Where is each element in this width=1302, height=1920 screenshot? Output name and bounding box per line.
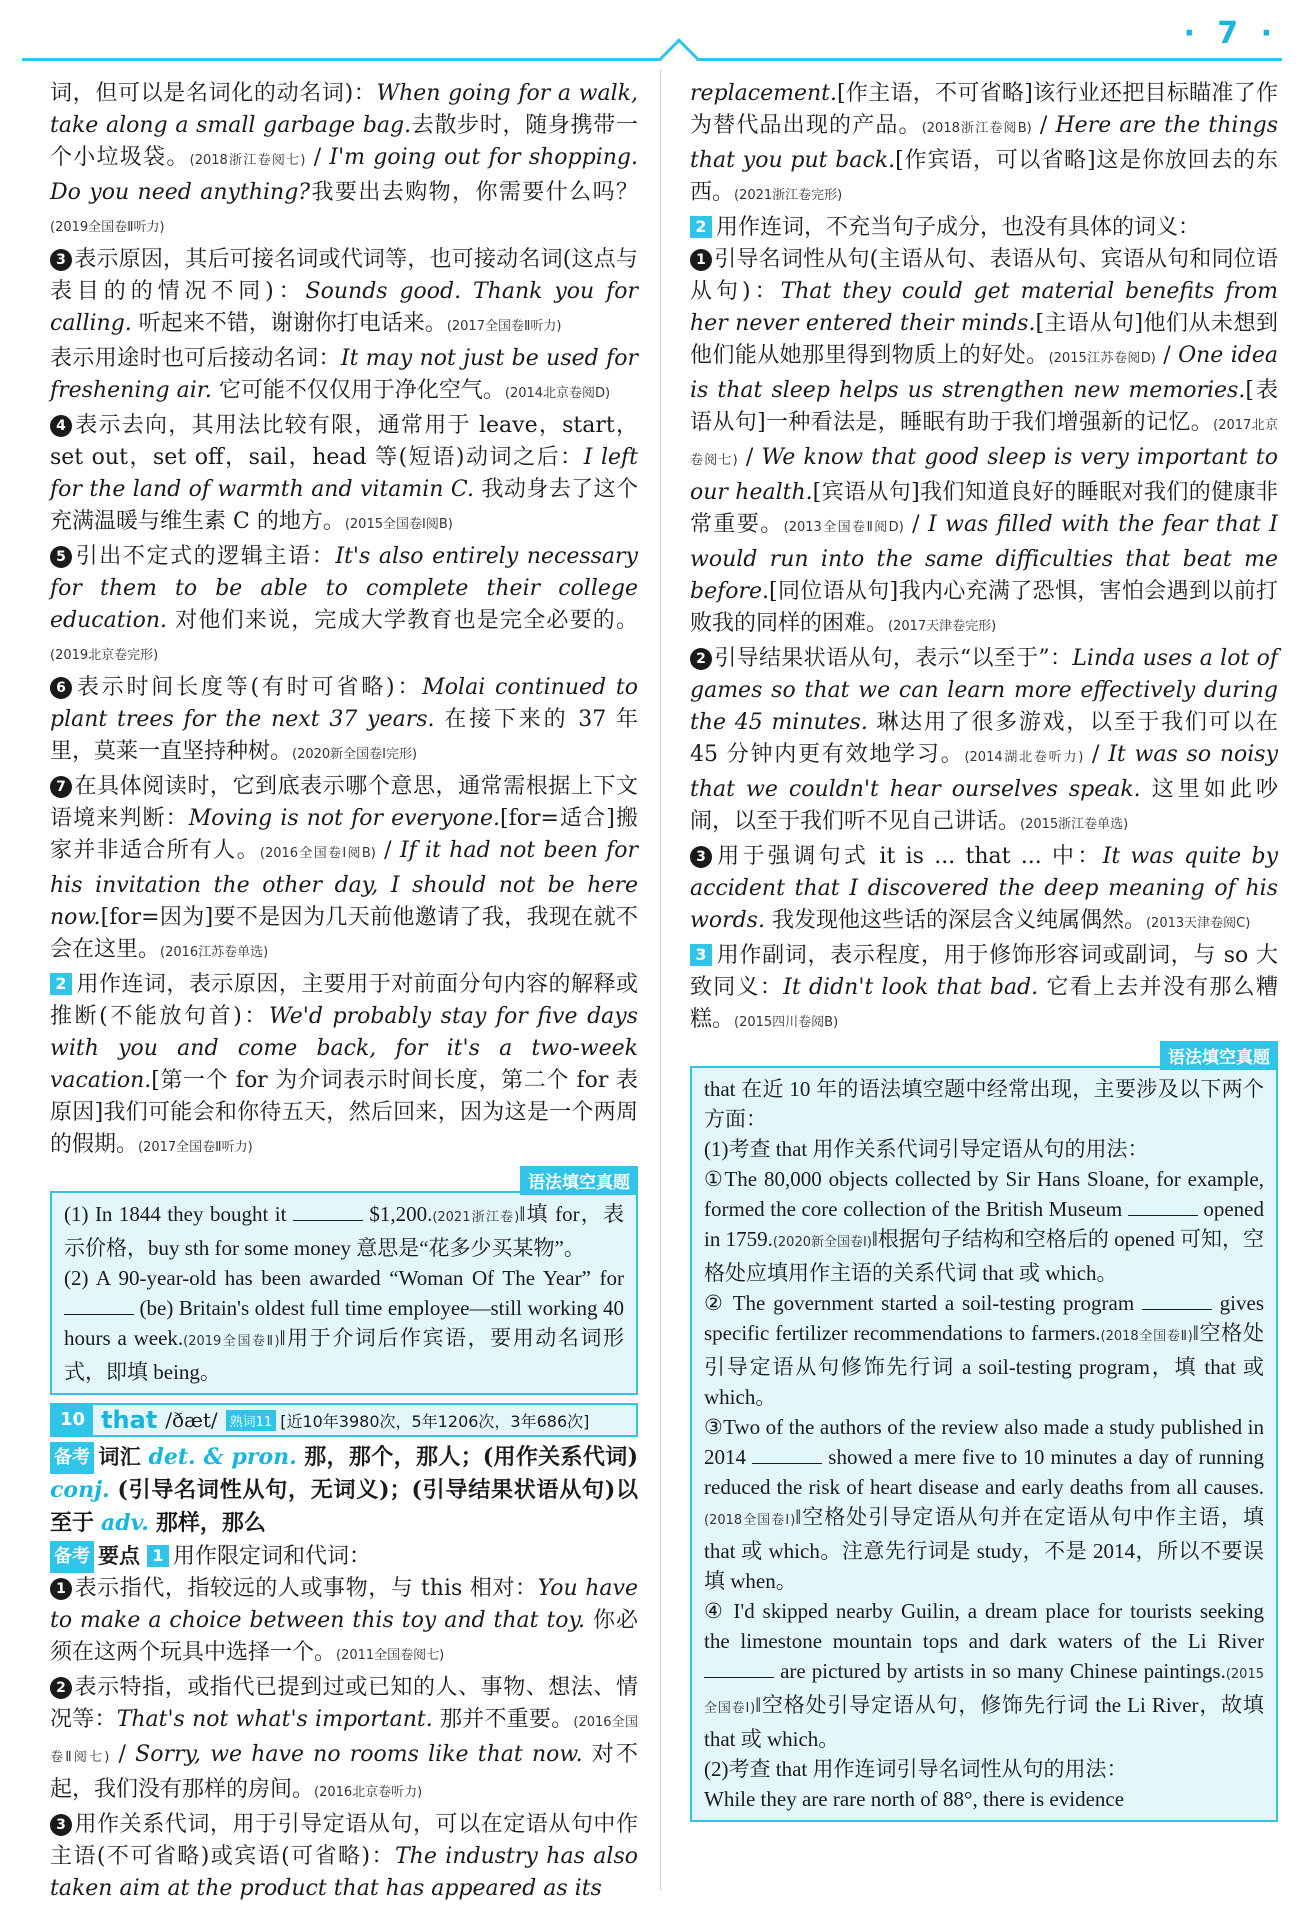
- tag-label: 语法填空真题: [520, 1166, 638, 1195]
- text: (1)考查 that 用作关系代词引导定语从句的用法：: [704, 1137, 1149, 1161]
- example-cn: 要不是因为几天前他邀请了我，我现在就不会在这里。: [50, 905, 638, 962]
- part-of-speech: adv.: [101, 1510, 149, 1536]
- label-text: 词汇: [98, 1445, 142, 1469]
- item-4: [50, 410, 638, 541]
- source: (2014湖北卷听力): [964, 750, 1084, 765]
- box-heading-1: [704, 1134, 1264, 1164]
- question: gives specific fertilizer recommendations to farmers.: [704, 1291, 1264, 1345]
- example-cn: 我们知道良好的睡眠对我们的健康非常重要。: [690, 480, 1278, 537]
- source: (2021浙江卷): [432, 1210, 520, 1225]
- header-rule: [22, 58, 1282, 61]
- conj-item-2: 2 引导结果状语从句，表示“以至于”：Linda uses a lot of games so that we can learn more effectively during the 45 minutes. 琳达用了很多游戏，以至于我们可以在 45 分钟内更有效地学习。(2014湖北卷听力) / It was so noisy that we couldn't hear ourselves speak. 这里如此吵闹，以至于我们听不见自己讲话。(2015浙江卷单选): [690, 646, 1278, 834]
- example-en: It was so noisy that we couldn't hear ourselves speak.: [690, 742, 1278, 802]
- source: (2015浙江卷单选): [1020, 817, 1129, 832]
- source: (2016北京卷听力): [314, 1785, 423, 1800]
- conj-item-1: 1 引导名词性从句(主语从句、表语从句、宾语从句和同位语从句)：That they could get material benefits from her never entered their minds.[主语从句]他们从未想到他们能从她那里得到物质上的好处。(2015江苏卷阅D) / One idea is that sleep helps us strengthen new memories.[表语从句]一种看法是，睡眠有助于我们增强新的记忆。(2017北京卷阅七) / We know that good sleep is very important to our health.[宾语从句]我们知道良好的睡眠对我们的健康非常重要。(2013全国卷Ⅱ阅D) / I was filled with the fear that I would run into the same difficulties that beat me before.[同位语从句]我内心充满了恐惧，害怕会遇到以前打败我的同样的困难。(2017天津卷完形): [690, 247, 1278, 636]
- left-column: [50, 78, 638, 1905]
- right-column: [690, 78, 1278, 1822]
- item-number: 6: [50, 677, 72, 699]
- source: (2020新全国卷Ⅰ完形): [292, 747, 418, 762]
- label-badge: 备考: [50, 1442, 94, 1474]
- question: (1) In 1844 they bought it: [64, 1202, 287, 1226]
- example-en: If it had not been for his invitation the other day, I should not be here now.: [50, 838, 638, 930]
- text: 用作关系代词，用于引导定语从句，可以在定语从句中作主语(不可省略)或宾语(可省略)：: [50, 1812, 638, 1869]
- example-cn: 我要出去购物，你需要什么吗？: [310, 180, 638, 205]
- example-cn: 对他们来说，完成大学教育也是完全必要的。: [175, 608, 638, 633]
- source: (2017天津卷完形): [888, 619, 997, 634]
- source: (2019全国卷Ⅱ听力): [50, 220, 165, 235]
- note: [同位语从句]: [769, 579, 899, 604]
- example-cn: 听起来不错，谢谢你打电话来。: [138, 311, 447, 336]
- box-heading-2: [704, 1754, 1264, 1784]
- answer-blank[interactable]: [293, 1203, 363, 1221]
- question: ③Two of the authors of the review also made a study published in 2014: [704, 1415, 1264, 1469]
- answer-explanation: ‖用于介词后作宾语，要用动名词形式，即填 being。: [64, 1326, 624, 1384]
- question: (2) A 90-year-old has been awarded “Woman Of The Year” for: [64, 1266, 624, 1290]
- example-cn: 你必须在这两个玩具中选择一个。: [50, 1608, 638, 1665]
- example-cn: 他们从未想到他们能从她那里得到物质上的好处。: [690, 311, 1278, 368]
- example-en: Moving is not for everyone.: [188, 806, 500, 831]
- entry-header: [50, 1403, 638, 1437]
- source: (2013全国卷Ⅱ阅D): [783, 520, 904, 535]
- example-en: Here are the things that you put back.: [690, 113, 1278, 173]
- exercise-2: [704, 1288, 1264, 1412]
- answer-blank[interactable]: [1128, 1198, 1198, 1216]
- entry-number: 10: [52, 1405, 93, 1435]
- example-en: That they could get material benefits from her never entered their minds.: [690, 279, 1278, 336]
- answer-explanation: ‖根据句子结构和空格后的 opened 可知，空格处应填用作主语的关系代词 that 或 which。: [704, 1227, 1264, 1285]
- text: 引导结果状语从句，表示“以至于”：: [714, 646, 1073, 671]
- text: 表示时间长度等(有时可省略)：: [74, 675, 423, 700]
- exercise-1: [704, 1164, 1264, 1288]
- source: (2018浙江卷阅B): [921, 121, 1032, 136]
- source: (2015四川卷阅B): [734, 1015, 839, 1030]
- text: 表示去向，其用法比较有限，通常用于 leave，start，set out，set off，sail，head 等(短语)动词之后：: [50, 413, 638, 470]
- label-text: 要点: [98, 1544, 140, 1568]
- entry-phonetic: /ðæt/: [165, 1408, 218, 1432]
- text: 用作限定词和代词：: [173, 1544, 372, 1569]
- example-en: replacement.: [690, 81, 837, 106]
- example-cn: 它可能不仅仅用于净化空气。: [218, 378, 505, 403]
- example-en: The industry has also taken aim at the product that has appeared as its: [50, 1844, 638, 1901]
- source: (2019全国卷Ⅱ): [183, 1334, 280, 1349]
- source: (2019北京卷完形): [50, 648, 159, 663]
- text: 用作副词，表示程度，用于修饰形容词或副词，与 so 大致同义：: [690, 943, 1278, 1000]
- example-en: I left for the land of warmth and vitamin C.: [50, 445, 638, 502]
- example-en: One idea is that sleep helps us strengthen new memories.: [690, 343, 1278, 403]
- text: 用作连词，表示原因，主要用于对前面分句内容的解释或推断(不能放句首)：: [50, 972, 638, 1029]
- example-cn: 它看上去并没有那么糟糕。: [690, 975, 1278, 1032]
- example-en: Molai continued to plant trees for the next 37 years.: [50, 675, 638, 732]
- text: 表示原因，其后可接名词或代词等，也可接动名词(这点与表目的的情况不同)：: [50, 247, 638, 304]
- source: (2016全国卷Ⅰ阅B): [259, 846, 376, 861]
- that-item-2: 2 表示特指，或指代已提到过或已知的人、事物、想法、情况等：That's not what's important. 那并不重要。(2016全国卷Ⅱ阅七) / Sorry, we have no rooms like that now. 对不起，我们没有那样的房间。(2016北京卷听力): [50, 1675, 639, 1802]
- source: (2011全国卷阅七): [336, 1648, 445, 1663]
- text: 引导名词性从句(主语从句、表语从句、宾语从句和同位语从句)：: [690, 247, 1278, 304]
- text: 表示特指，或指代已提到过或已知的人、事物、想法、情况等：: [50, 1675, 638, 1732]
- example-en: It didn't look that bad.: [783, 975, 1039, 1000]
- box-last-line: [704, 1784, 1264, 1814]
- answer-blank[interactable]: [752, 1446, 822, 1464]
- exercise-2: [64, 1263, 624, 1387]
- example-en: We'd probably stay for five days with you and come back, for it's a two-week vacation.: [50, 1004, 638, 1093]
- text: 词，但可以是名词化的动名词)：: [50, 81, 377, 106]
- example-en: When going for a walk, take along a small garbage bag.: [50, 81, 638, 138]
- example-en: That's not what's important.: [116, 1707, 433, 1732]
- header-notch: [659, 38, 699, 78]
- section-2-conjunction: [690, 212, 1278, 244]
- note: [作宾语，可以省略]: [895, 148, 1096, 173]
- question: (be) Britain's oldest full time employee—still working 40 hours a week.: [64, 1296, 624, 1350]
- question: $1,200.: [369, 1202, 433, 1226]
- example-en: It was quite by accident that I discovered the deep meaning of his words.: [690, 844, 1278, 933]
- example-cn: 我动身去了这个充满温暖与维生素 C 的地方。: [50, 477, 638, 534]
- example-en: Sorry, we have no rooms like that now.: [135, 1742, 583, 1767]
- box-intro: [704, 1074, 1264, 1134]
- example-cn: 这是你放回去的东西。: [690, 148, 1278, 205]
- entry-word: that: [101, 1406, 158, 1434]
- source: (2015全国卷Ⅰ): [704, 1667, 1264, 1716]
- item-number: 3: [690, 846, 712, 868]
- keypoints-header: [50, 1540, 638, 1573]
- item-number: 7: [50, 776, 72, 798]
- source: (2018全国卷Ⅰ): [704, 1513, 796, 1528]
- text: 用作连词，不充当句子成分，也没有具体的词义：: [716, 215, 1201, 240]
- usage-note: [50, 343, 638, 410]
- example-en: Sounds good. Thank you for calling.: [50, 279, 638, 336]
- entry-frequency: [近10年3980次，5年1206次，3年686次]: [280, 1411, 590, 1431]
- text: 引出不定式的逻辑主语：: [74, 544, 336, 569]
- example-cn: 对不起，我们没有那样的房间。: [50, 1742, 638, 1802]
- text: (2)考查 that 用作连词引导名词性从句的用法：: [704, 1757, 1128, 1781]
- note: [表语从句]: [690, 378, 1278, 435]
- note: [作主语，不可省略]: [837, 81, 1033, 106]
- note: [宾语从句]: [812, 480, 920, 505]
- item-number: 2: [50, 1677, 72, 1699]
- answer-blank[interactable]: [64, 1297, 134, 1315]
- source: (2017全国卷Ⅱ听力): [446, 319, 562, 334]
- example-cn: 我们可能会和你待五天，然后回来，因为这是一个两周的假期。: [50, 1100, 638, 1157]
- note: [for=适合]: [499, 806, 615, 831]
- source: (2016全国卷Ⅱ阅七): [50, 1715, 639, 1765]
- source: (2014北京卷阅D): [504, 386, 611, 401]
- question: opened in 1759.: [704, 1197, 1265, 1251]
- item-number: 1: [50, 1578, 72, 1600]
- source: (2017北京卷阅七): [690, 418, 1278, 468]
- text: 表示指代，指较远的人或事物，与 this 相对：: [74, 1576, 538, 1601]
- item-7: 7 在具体阅读时，它到底表示哪个意思，通常需根据上下文语境来判断：Moving is not for everyone.[for=适合]搬家并非适合所有人。(2016全国卷Ⅰ阅B) / If it had not been for his invitation the other day, I should not be here now.[for=因为]要不是因为几天前他邀请了我，我现在就不会在这里。(2016江苏卷单选): [50, 774, 638, 962]
- answer-explanation: ‖空格处引导定语从句修饰先行词 a soil-testing program，填 that 或 which。: [704, 1321, 1264, 1409]
- section-2-conj: [50, 969, 638, 1164]
- item-number: 1: [690, 249, 712, 271]
- example-cn: 我内心充满了恐惧，害怕会遇到以前打败我的同样的困难。: [690, 579, 1278, 636]
- section-number: 2: [50, 973, 72, 995]
- answer-explanation: ‖空格处引导定语从句，修饰先行词 the Li River，故填 that 或 which。: [704, 1693, 1265, 1751]
- part-of-speech: conj.: [50, 1477, 110, 1503]
- example-en: It's also entirely necessary for them to be able to complete their college education.: [50, 544, 638, 633]
- item-number: 3: [50, 1814, 72, 1836]
- example-cn: 一种看法是，睡眠有助于我们增强新的记忆。: [765, 410, 1214, 435]
- question: ② The government started a soil-testing program: [704, 1291, 1135, 1315]
- section-number: 1: [147, 1545, 169, 1567]
- example-en: You have to make a choice between this toy and that toy.: [50, 1576, 638, 1633]
- item-number: 4: [50, 415, 72, 437]
- answer-blank[interactable]: [704, 1660, 774, 1678]
- source: (2018全国卷Ⅱ): [1100, 1329, 1193, 1344]
- item-number: 3: [50, 249, 72, 271]
- exercise-3: [704, 1412, 1264, 1596]
- example-en: We know that good sleep is very important to our health.: [690, 445, 1278, 505]
- section-number: 3: [690, 944, 712, 966]
- example-cn: 琳达用了很多游戏，以至于我们可以在 45 分钟内更有效地学习。: [690, 710, 1278, 767]
- exercise-4: [704, 1596, 1264, 1754]
- exercise-1: [64, 1199, 624, 1263]
- item-6: [50, 672, 638, 771]
- item-5: [50, 541, 638, 672]
- text: While they are rare north of 88°, there is evidence: [704, 1787, 1125, 1811]
- text: 表示用途时也可后接动名词：: [50, 346, 341, 371]
- note: [主语从句]: [1035, 311, 1144, 336]
- section-number: 2: [690, 216, 712, 238]
- that-item-1: [50, 1573, 638, 1672]
- source: (2013天津卷阅C): [1145, 916, 1251, 931]
- source: (2015江苏卷阅D): [1048, 351, 1156, 366]
- relative-examples: replacement.[作主语，不可省略]该行业还把目标瞄准了作为替代品出现的产品。(2018浙江卷阅B) / Here are the things that you put back.[作宾语，可以省略]这是你放回去的东西。(2021浙江卷完形): [690, 81, 1278, 205]
- source: (2015全国卷Ⅰ阅B): [344, 517, 453, 532]
- text: 用于强调句式 it is ... that ... 中：: [714, 844, 1103, 869]
- example-en: I was filled with the fear that I would run into the same difficulties that beat me before.: [690, 512, 1278, 604]
- entry-badge: 熟词11: [226, 1410, 277, 1431]
- label-badge: 备考: [50, 1541, 94, 1573]
- question: ④ I'd skipped nearby Guilin, a dream place for tourists seeking the limestone mountain tops and dark waters of the Li River: [704, 1599, 1264, 1653]
- question: ①The 80,000 objects collected by Sir Hans Sloane, for example, formed the core collection of the British Museum: [704, 1167, 1264, 1221]
- example-cn: 该行业还把目标瞄准了作为替代品出现的产品。: [690, 81, 1278, 138]
- grammar-exercise-box: [50, 1191, 638, 1395]
- source: (2017全国卷Ⅱ听力): [138, 1140, 253, 1155]
- column-divider: [660, 70, 661, 1890]
- paragraph-intro: 词，但可以是名词化的动名词)：When going for a walk, take along a small garbage bag.去散步时，随身携带一个小垃圾袋。(2018浙江卷阅七) / I'm going out for shopping. Do you need anything?我要出去购物，你需要什么吗？(2019全国卷Ⅱ听力): [50, 81, 638, 235]
- example-cn: 搬家并非适合所有人。: [50, 806, 638, 863]
- question: are pictured by artists in so many Chinese paintings.: [780, 1659, 1226, 1683]
- example-en: It may not just be used for freshening air.: [50, 346, 638, 403]
- example-cn: 这里如此吵闹，以至于我们听不见自己讲话。: [690, 777, 1278, 834]
- answer-blank[interactable]: [1142, 1292, 1212, 1310]
- source: (2020新全国卷Ⅰ): [772, 1235, 872, 1250]
- example-cn: 那并不重要。: [440, 1707, 574, 1732]
- text: 在具体阅读时，它到底表示哪个意思，通常需根据上下文语境来判断：: [50, 774, 638, 831]
- source: (2021浙江卷完形): [734, 188, 843, 203]
- answer-explanation: ‖填 for，表示价格，buy sth for some money 意思是“花多少买某物”。: [64, 1202, 625, 1260]
- item-3: [50, 244, 638, 343]
- note: [第一个 for 为介词表示时间长度，第二个 for 表原因]: [50, 1068, 638, 1125]
- example-en: Linda uses a lot of games so that we can learn more effectively during the 45 minutes.: [690, 646, 1278, 735]
- example-cn: 我发现他这些话的深层含义纯属偶然。: [771, 908, 1146, 933]
- conj-item-3: [690, 841, 1278, 940]
- vocab-section: [50, 1441, 638, 1540]
- question: showed a mere five to 10 minutes a day of running reduced the risk of heart disease and early deaths from all causes.: [704, 1445, 1265, 1499]
- definition: 那样，那么: [155, 1510, 266, 1536]
- example-cn: 在接下来的 37 年里，莫莱一直坚持种树。: [50, 707, 639, 764]
- definition: (引导名词性从句，无词义)；(引导结果状语从句)以至于: [50, 1477, 638, 1536]
- page-number: · 7 ·: [1183, 16, 1278, 51]
- item-number: 2: [690, 648, 712, 670]
- source: (2016江苏卷单选): [160, 945, 269, 960]
- section-3-adverb: [690, 940, 1278, 1039]
- answer-explanation: ‖空格处引导定语从句并在定语从句中作主语，填 that 或 which。注意先行词是 study，不是 2014，所以不要误填 when。: [704, 1505, 1264, 1593]
- part-of-speech: det. & pron.: [148, 1444, 297, 1470]
- grammar-exercise-box: [690, 1066, 1278, 1822]
- tag-label: 语法填空真题: [1160, 1041, 1278, 1070]
- definition: 那，那个，那人；(用作关系代词): [304, 1444, 639, 1470]
- example-cn: 去散步时，随身携带一个小垃圾袋。: [50, 113, 638, 170]
- text: that 在近 10 年的语法填空题中经常出现，主要涉及以下两个方面：: [704, 1077, 1264, 1131]
- note: [for=因为]: [100, 905, 214, 930]
- example-en: I'm going out for shopping. Do you need anything?: [50, 145, 638, 205]
- source: (2018浙江卷阅七): [189, 153, 306, 168]
- item-number: 5: [50, 546, 72, 568]
- that-item-3: [50, 1809, 638, 1905]
